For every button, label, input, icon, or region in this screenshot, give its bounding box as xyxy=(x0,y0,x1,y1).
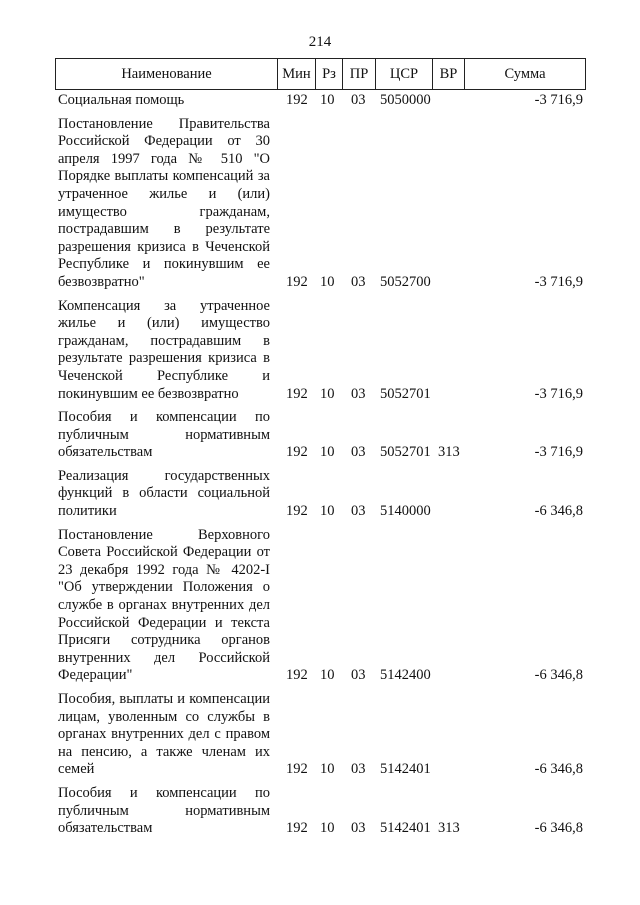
header-min: Мин xyxy=(278,59,316,90)
table-row xyxy=(55,298,585,404)
row-rz: 10 xyxy=(320,273,335,290)
row-min: 192 xyxy=(286,503,308,520)
row-sum: -6 346,8 xyxy=(534,667,583,684)
row-sum: -3 716,9 xyxy=(534,273,583,290)
row-csr: 5052701 xyxy=(380,385,431,402)
row-csr: 5052700 xyxy=(380,273,431,290)
row-rz: 10 xyxy=(320,92,335,108)
row-sum: -3 716,9 xyxy=(534,92,583,108)
row-pr: 03 xyxy=(351,444,366,461)
row-name: Социальная помощь xyxy=(58,92,185,108)
table-row xyxy=(55,691,585,779)
row-csr: 5140000 xyxy=(380,503,431,520)
row-csr: 5052701 xyxy=(380,444,431,461)
row-min: 192 xyxy=(286,761,308,778)
header-name: Наименование xyxy=(56,59,278,90)
row-rz: 10 xyxy=(320,444,335,461)
header-pr: ПР xyxy=(343,59,376,90)
row-sum: -6 346,8 xyxy=(534,761,583,778)
row-min: 192 xyxy=(286,385,308,402)
row-min: 192 xyxy=(286,820,308,837)
row-pr: 03 xyxy=(351,503,366,520)
header-csr: ЦСР xyxy=(376,59,433,90)
row-rz: 10 xyxy=(320,385,335,402)
row-pr: 03 xyxy=(351,820,366,837)
header-vr: ВР xyxy=(433,59,465,90)
row-csr: 5142401 xyxy=(380,820,431,837)
row-name: Постановление Верховного Совета Российской Федерации от 23 декабря 1992 года № 4202-I "Об утверждении Положения о службе в органах внутренних дел Российской Федерации и текста Присяги сотрудника органов внутренних дел Российской Федерации" xyxy=(58,526,270,684)
row-csr: 5142401 xyxy=(380,761,431,778)
row-pr: 03 xyxy=(351,385,366,402)
row-rz: 10 xyxy=(320,761,335,778)
row-name: Реализация государственных функций в области социальной политики xyxy=(58,467,270,520)
table-row xyxy=(55,92,585,110)
row-pr: 03 xyxy=(351,273,366,290)
table-row xyxy=(55,527,585,685)
row-sum: -3 716,9 xyxy=(534,444,583,461)
table-row xyxy=(55,468,585,521)
row-vr: 313 xyxy=(438,444,460,461)
row-min: 192 xyxy=(286,667,308,684)
row-sum: -6 346,8 xyxy=(534,503,583,520)
row-vr: 313 xyxy=(438,820,460,837)
header-sum: Сумма xyxy=(465,59,586,90)
row-rz: 10 xyxy=(320,820,335,837)
row-sum: -6 346,8 xyxy=(534,820,583,837)
row-csr: 5050000 xyxy=(380,92,431,108)
table-body xyxy=(55,90,585,838)
row-csr: 5142400 xyxy=(380,667,431,684)
table-row xyxy=(55,409,585,462)
row-pr: 03 xyxy=(351,761,366,778)
row-pr: 03 xyxy=(351,667,366,684)
row-min: 192 xyxy=(286,444,308,461)
row-rz: 10 xyxy=(320,667,335,684)
table-header xyxy=(55,58,586,90)
header-rz: Рз xyxy=(316,59,343,90)
row-min: 192 xyxy=(286,92,308,108)
row-min: 192 xyxy=(286,273,308,290)
row-pr: 03 xyxy=(351,92,366,108)
row-sum: -3 716,9 xyxy=(534,385,583,402)
table-row xyxy=(55,785,585,838)
row-name: Пособия, выплаты и компенсации лицам, уволенным со службы в органах внутренних дел с правом на пенсию, а также членам их семей xyxy=(58,691,270,778)
row-name: Постановление Правительства Российской Федерации от 30 апреля 1997 года № 510 "О Порядке выплаты компенсаций за утраченное жилье и (или) имущество гражданам, пострадавшим в результате разрешения кризиса в Чеченской Республике и покинувшим ее безвозвратно" xyxy=(58,115,270,290)
row-name: Компенсация за утраченное жилье и (или) имущество гражданам, пострадавшим в результате разрешения кризиса в Чеченской Республике и покинувшим ее безвозвратно xyxy=(58,297,270,402)
page-number: 214 xyxy=(308,34,332,50)
row-rz: 10 xyxy=(320,503,335,520)
row-name: Пособия и компенсации по публичным нормативным обязательствам xyxy=(58,409,270,461)
row-name: Пособия и компенсации по публичным нормативным обязательствам xyxy=(58,784,270,837)
table-row xyxy=(55,116,585,292)
